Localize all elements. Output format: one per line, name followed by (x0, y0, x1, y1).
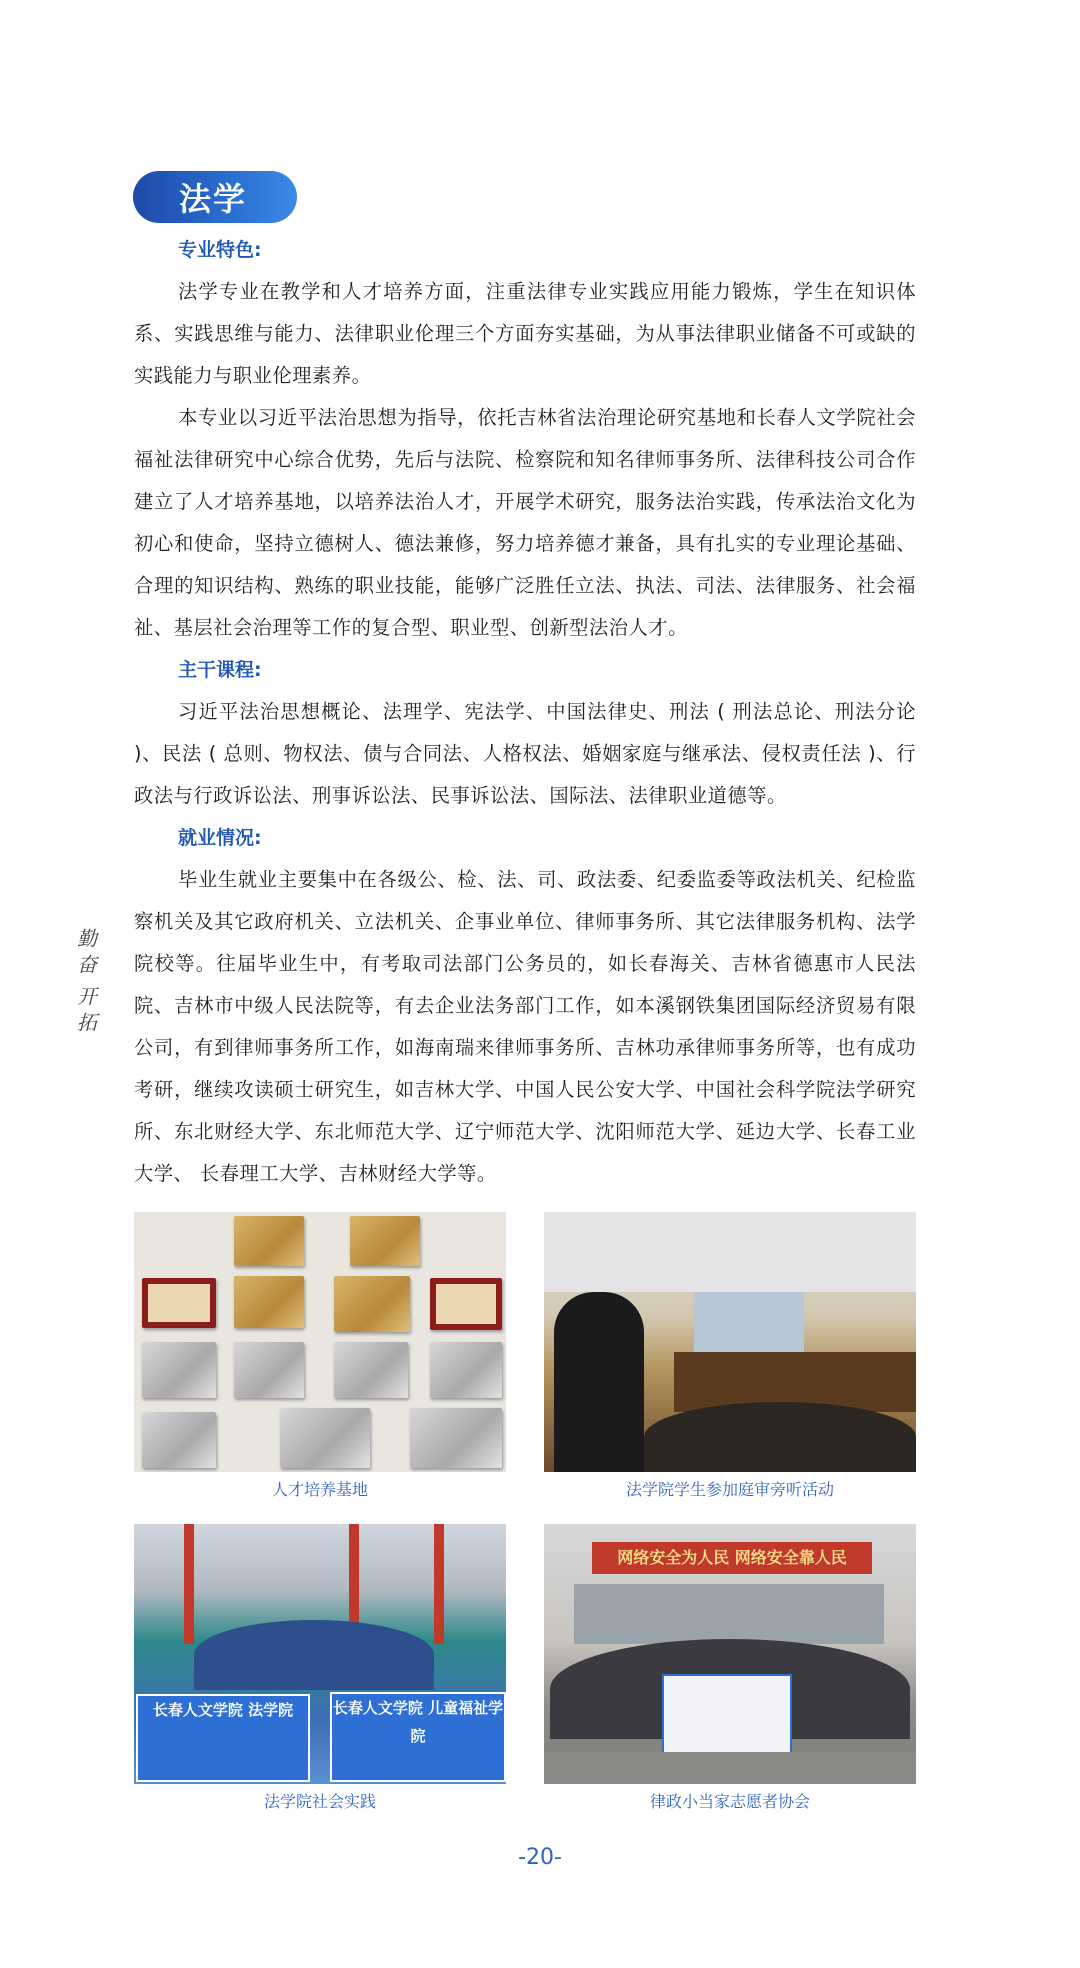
plaque (142, 1342, 216, 1398)
photo-caption-1: 人才培养基地 (271, 1480, 368, 1499)
section-title: 法学 (179, 180, 248, 218)
courtroom-ceiling (544, 1212, 916, 1292)
page-number: -20- (518, 1845, 562, 1870)
features-paragraph-2: 本专业以习近平法治思想为指导，依托吉林省法治理论研究基地和长春人文学院社会福祉法律研究中心综合优势，先后与法院、检察院和知名律师事务所、法律科技公司合作建立了人才培养基地，以培养法治人才，开展学术研究，服务法治实践，传承法治文化为初心和使命，坚持立德树人、德法兼修，努力培养德才兼备，具有扎实的专业理论基础、合理的知识结构、熟练的职业技能，能够广泛胜任立法、执法、司法、法律服务、社会福祉、基层社会治理等工作的复合型、职业型、创新型法治人才。 (134, 406, 916, 639)
main-text (134, 229, 916, 1195)
stadium-pillar (184, 1524, 194, 1644)
student-figure (554, 1292, 644, 1472)
photo-cell-3 (134, 1524, 506, 1812)
courses-heading: 主干课程: (178, 659, 262, 681)
plaque (410, 1408, 502, 1468)
entrance-steps (544, 1752, 916, 1784)
photo-caption-2: 法学院学生参加庭审旁听活动 (625, 1480, 834, 1499)
association-flag (662, 1674, 792, 1756)
section-title-badge (133, 171, 297, 223)
plaque (234, 1276, 304, 1328)
plaque (334, 1276, 410, 1332)
plaque (430, 1278, 502, 1330)
photo-cell-4 (544, 1524, 916, 1812)
photo-caption-4: 律政小当家志愿者协会 (649, 1792, 810, 1811)
calligraphy-line-2: 开拓 (73, 986, 98, 1038)
audience (644, 1402, 916, 1472)
student-group (194, 1620, 434, 1690)
side-calligraphy (66, 928, 106, 1038)
plaque (280, 1408, 370, 1468)
banner-left: 长春人文学院 法学院 (136, 1694, 310, 1782)
plaque (234, 1216, 304, 1266)
features-paragraph-1: 法学专业在教学和人才培养方面，注重法律专业实践应用能力锻炼，学生在知识体系、实践思维与能力、法律职业伦理三个方面夯实基础，为从事法律职业储备不可或缺的实践能力与职业伦理素养。 (134, 280, 916, 387)
building-sign: 网络安全为人民 网络安全靠人民 (592, 1542, 872, 1574)
features-heading: 专业特色: (178, 239, 262, 261)
banner-right: 长春人文学院 儿童福祉学院 (330, 1692, 506, 1782)
plaque (142, 1412, 216, 1468)
plaque (430, 1342, 502, 1398)
employment-heading: 就业情况: (178, 827, 262, 849)
building-entrance (574, 1584, 884, 1644)
calligraphy-line-1: 勤奋 (73, 928, 98, 980)
stadium-pillar (434, 1524, 444, 1644)
photo-caption-3: 法学院社会实践 (263, 1792, 376, 1811)
courses-paragraph: 习近平法治思想概论、法理学、宪法学、中国法律史、刑法 ( 刑法总论、刑法分论 )、民法 ( 总则、物权法、债与合同法、人格权法、婚姻家庭与继承法、侵权责任法 )、行政法与行政诉讼法、刑事诉讼法、民事诉讼法、国际法、法律职业道德等。 (134, 700, 916, 807)
plaque (334, 1342, 408, 1398)
photo-court-hearing (544, 1212, 916, 1472)
plaque (234, 1342, 304, 1398)
plaque (142, 1278, 216, 1328)
photo-social-practice (134, 1524, 506, 1784)
photo-training-base (134, 1212, 506, 1472)
employment-paragraph: 毕业生就业主要集中在各级公、检、法、司、政法委、纪委监委等政法机关、纪检监察机关及其它政府机关、立法机关、企事业单位、律师事务所、其它法律服务机构、法学院校等。往届毕业生中，有考取司法部门公务员的，如长春海关、吉林省德惠市人民法院、吉林市中级人民法院等，有去企业法务部门工作，如本溪钢铁集团国际经济贸易有限公司，有到律师事务所工作，如海南瑞来律师事务所、吉林功承律师事务所等，也有成功考研，继续攻读硕士研究生，如吉林大学、中国人民公安大学、中国社会科学院法学研究所、东北财经大学、东北师范大学、辽宁师范大学、沈阳师范大学、延边大学、长春工业大学、 长春理工大学、吉林财经大学等。 (134, 868, 916, 1185)
photo-cell-1 (134, 1212, 506, 1500)
photo-volunteer-association (544, 1524, 916, 1784)
plaque (350, 1216, 420, 1266)
photo-cell-2 (544, 1212, 916, 1500)
